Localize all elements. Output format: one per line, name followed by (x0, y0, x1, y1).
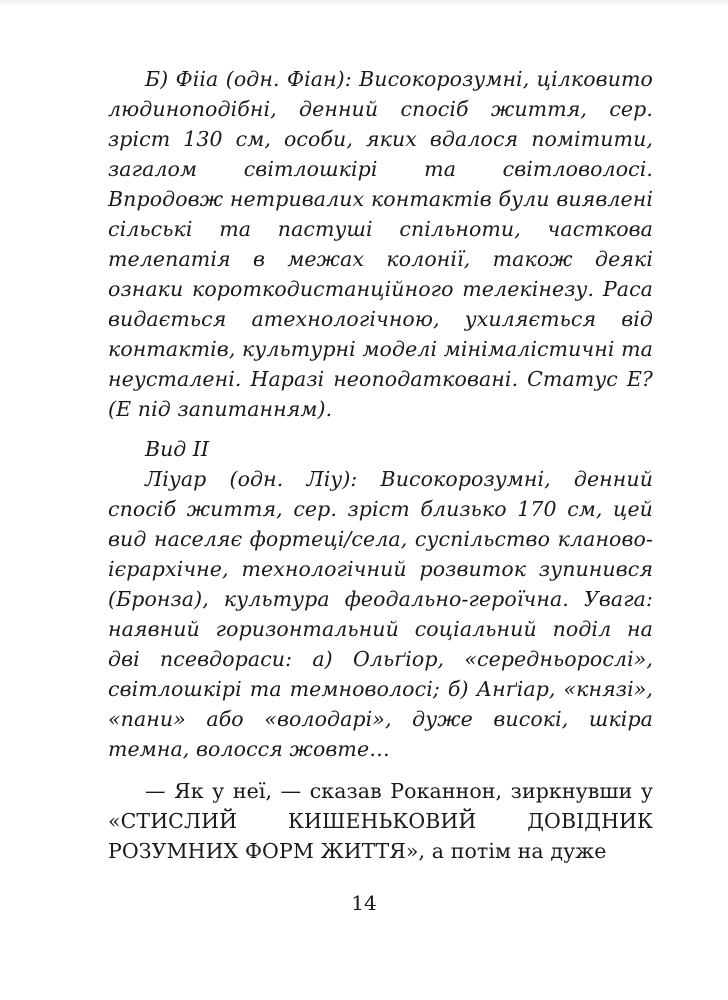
page-top-edge (0, 0, 728, 6)
species-heading: Вид ІІ (145, 437, 209, 461)
narrative-paragraph: — Як у неї, — сказав Роканнон, зиркнувши у «СТИСЛИЙ КИШЕНЬКОВИЙ ДОВІДНИК РОЗУМНИХ ФОРМ ЖИТТЯ», а потім на дуже (108, 779, 653, 863)
page-body (108, 64, 653, 866)
species-entry-liuar: Ліуар (одн. Ліу): Високорозумні, денний спосіб життя, сер. зріст близько 170 см, цей вид населяє фортеці/села, суспільство кланово-ієрархічне, технологічний розвиток зупинився (Бронза), культура феодально-героїчна. Увага: наявний горизонтальний соціальний поділ на дві псевдораси: а) Ольґіор, «середньорослі», світлошкірі та темноволосі; б) Анґіар, «князі», «пани» або «володарі», дуже високі, шкіра темна, волосся жовте… (108, 467, 653, 761)
page-number: 14 (351, 891, 377, 915)
species-entry-fiia: Б) Фііа (одн. Фіан): Високорозумні, цілковито людиноподібні, денний спосіб життя, сер. зріст 130 см, особи, яких вдалося помітити, загалом світлошкірі та світловолосі. Впродовж нетривалих контактів були виявлені сільські та пастуші спільноти, часткова телепатія в межах колонії, також деякі ознаки короткодистанційного телекінезу. Раса видається атехнологічною, ухиляється від контактів, культурні моделі мінімалістичні та неусталені. Наразі неоподатковані. Статус Е? (Е під запитанням). (108, 67, 653, 421)
